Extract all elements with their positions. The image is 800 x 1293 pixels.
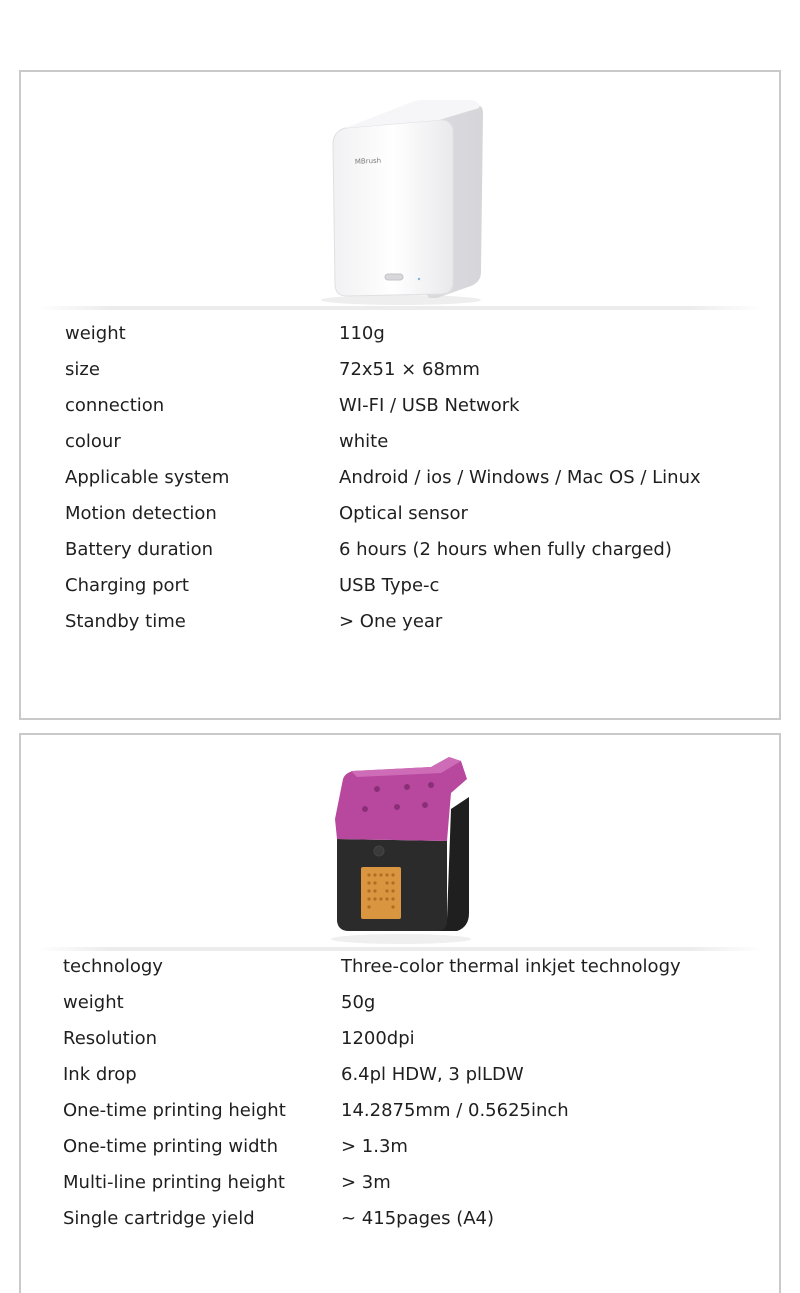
- spec-value: > One year: [339, 611, 443, 632]
- spec-value: Optical sensor: [339, 503, 468, 524]
- spec-label: technology: [63, 956, 163, 977]
- spec-value: 50g: [341, 992, 376, 1013]
- spec-label: size: [65, 359, 100, 380]
- spec-label: Battery duration: [65, 539, 214, 560]
- spec-value: 6 hours (2 hours when fully charged): [339, 539, 672, 560]
- spec-value: Three-color thermal inkjet technology: [341, 956, 681, 977]
- section-divider: [37, 306, 763, 310]
- printer-spec-panel: [19, 70, 781, 720]
- spec-value: 1200dpi: [341, 1028, 415, 1049]
- spec-label: Ink drop: [63, 1064, 137, 1085]
- spec-value: USB Type-c: [339, 575, 440, 596]
- spec-label: Single cartridge yield: [63, 1208, 255, 1229]
- spec-label: Standby time: [65, 611, 186, 632]
- spec-label: weight: [63, 992, 124, 1013]
- spec-value: ~ 415pages (A4): [341, 1208, 495, 1229]
- ink-cartridge-image: [321, 749, 481, 949]
- printer-brand-mark: MBrush: [354, 156, 382, 166]
- spec-value: white: [339, 431, 389, 452]
- spec-label: weight: [65, 323, 126, 344]
- spec-label: Motion detection: [65, 503, 217, 524]
- spec-label: connection: [65, 395, 165, 416]
- spec-label: One-time printing height: [63, 1100, 286, 1121]
- spec-label: colour: [65, 431, 121, 452]
- spec-value: > 1.3m: [341, 1136, 408, 1157]
- printer-product-image: [311, 86, 491, 306]
- spec-label: Multi-line printing height: [63, 1172, 285, 1193]
- spec-value: Android / ios / Windows / Mac OS / Linux: [339, 467, 701, 488]
- spec-value: WI-FI / USB Network: [339, 395, 520, 416]
- spec-label: Charging port: [65, 575, 189, 596]
- spec-value: 110g: [339, 323, 385, 344]
- spec-value: > 3m: [341, 1172, 391, 1193]
- spec-value: 6.4pl HDW, 3 plLDW: [341, 1064, 524, 1085]
- cartridge-spec-panel: [19, 733, 781, 1293]
- spec-value: 72x51 × 68mm: [339, 359, 480, 380]
- spec-label: Applicable system: [65, 467, 230, 488]
- spec-label: One-time printing width: [63, 1136, 278, 1157]
- spec-label: Resolution: [63, 1028, 158, 1049]
- spec-value: 14.2875mm / 0.5625inch: [341, 1100, 569, 1121]
